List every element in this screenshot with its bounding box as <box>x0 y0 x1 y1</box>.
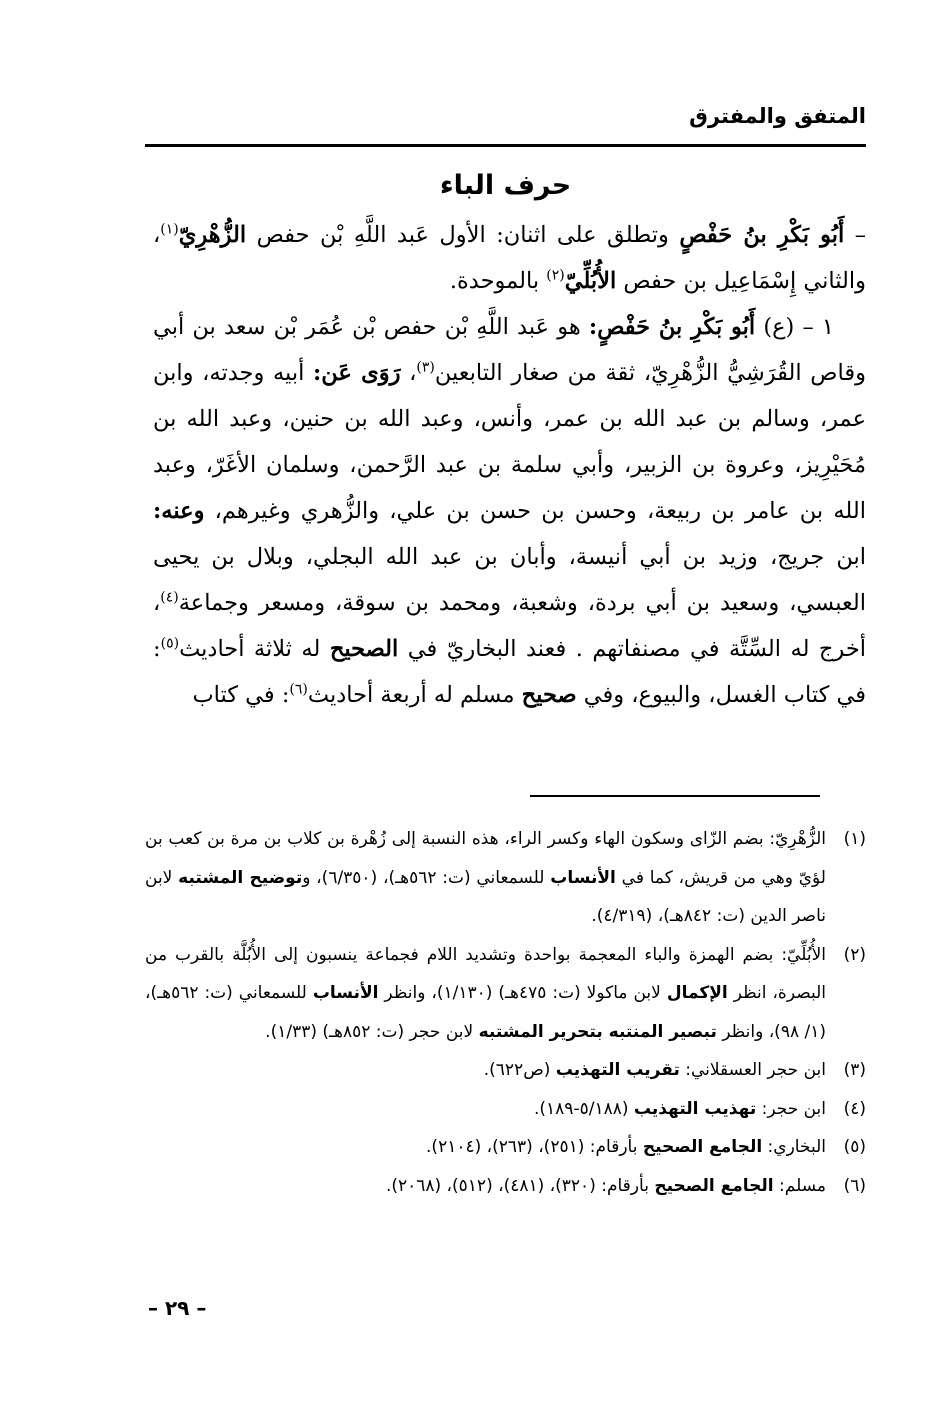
footnote-number: (١) <box>843 829 866 849</box>
footnote-text <box>145 936 826 1052</box>
footnote-ref[interactable]: (٢) <box>546 267 565 284</box>
footnote-4 <box>145 1090 866 1129</box>
footnote-segment: الزُّهْرِيّ: بضم الزّاى وسكون الهاء وكسر الراء، هذه النسبة إلى زُهْرة بن كلاب بن مرة بن كعب بن لؤيّ وهي من قريش، كما في <box>145 829 826 888</box>
entry-name: أَبُو بَكْرِ بنُ حَفْصٍ: <box>588 314 756 340</box>
entry-sahih-title: الصحيح <box>329 636 399 662</box>
footnote-ref[interactable]: (٥) <box>160 635 180 652</box>
entry-paragraph <box>153 304 866 718</box>
footnote-segment: للسمعاني (ت: ٥٦٢هـ)، (٦/٣٥٠)، و <box>302 867 551 888</box>
entry-text: : في كتاب الغسل، والبيوع، وفي <box>153 636 866 708</box>
entry-number: ١ – (ع) <box>755 314 834 340</box>
footnote-book-title: الإكمال <box>666 983 728 1003</box>
intro-nisba-zuhri: الزُّهْرِيّ <box>178 222 247 248</box>
intro-kunya: أَبُو بَكْرِ بنُ حَفْصٍ <box>679 222 845 248</box>
footnote-text <box>145 820 826 936</box>
footnote-text <box>145 1167 826 1206</box>
section-title: حرف الباء <box>439 170 572 201</box>
intro-text: وتطلق على اثنان: الأول عَبد اللَّهِ بْن حفص <box>246 222 680 248</box>
footnote-segment: للسمعاني (ت: ٥٦٢هـ)، (١/ ٩٨)، وانظر <box>145 983 826 1042</box>
footnote-number: (٥) <box>843 1137 866 1157</box>
running-header: المتفق والمفترق <box>689 104 866 128</box>
footnote-text <box>145 1128 826 1167</box>
footnote-book-title: تبصير المنتبه بتحرير المشتبه <box>478 1021 717 1042</box>
footnote-segment: الأُبُلِّيّ: بضم الهمزة والباء المعجمة بواحدة وتشديد اللام فجماعة ينسبون إلى الأُبُلَّة بالقرب من البصرة، انظر <box>145 944 826 1003</box>
footnote-segment: ابن حجر العسقلاني: <box>679 1060 826 1080</box>
footnote-separator <box>530 795 820 797</box>
entry-text: هو عَبد اللَّهِ بْن حفص بْن عُمَر بْن سعد بن أبي وقاص القُرَشِيُّ الزُّهْرِيّ، ثقة من صغار التابعين <box>153 314 866 386</box>
footnote-number: (٤) <box>843 1098 866 1119</box>
footnote-1 <box>145 820 866 936</box>
footnote-6 <box>145 1167 866 1206</box>
intro-dash: – <box>844 222 867 248</box>
footnote-book-title: الجامع الصحيح <box>654 1175 774 1196</box>
footnote-ref[interactable]: (١) <box>160 221 179 238</box>
entry-text: ابن جريج، وزيد بن أبي أنيسة، وأبان بن عبد الله البجلي، وبلال بن يحيى العبسي، وسعيد بن أبي بردة، وشعبة، ومحمد بن سوقة، ومسعر وجماعة <box>153 544 866 616</box>
footnote-ref[interactable]: (٤) <box>160 589 179 606</box>
footnote-segment: ابن حجر: <box>756 1098 826 1119</box>
footnote-ref[interactable]: (٦) <box>289 681 308 698</box>
footnote-3 <box>145 1051 866 1090</box>
footnote-book-title: تهذيب التهذيب <box>633 1098 757 1119</box>
page-number: – ٢٩ – <box>148 1296 207 1320</box>
footnote-segment: (ص٦٢٢). <box>483 1060 556 1080</box>
footnotes <box>145 820 866 1205</box>
entry-anhu-label: وعنه: <box>153 498 205 524</box>
footnote-book-title: الجامع الصحيح <box>642 1137 763 1157</box>
entry-text: أبيه وجدته، وابن عمر، وسالم بن عبد الله بن عمر، وأنس، وعبد الله بن حنين، وعبد الله بن مُحَيْرِيز، وعروة بن الزبير، وأبي سلمة بن عبد الرَّحمن، وسلمان الأغَرّ، وعبد الله بن عامر بن ربيعة، وحسن بن حسن بن علي، والزُّهري وغيرهم، <box>153 360 866 524</box>
footnote-segment: لابن ناصر الدين (ت: ٨٤٢هـ)، (٤/٣١٩). <box>145 867 826 926</box>
entry-text: مسلم له أربعة أحاديث <box>307 682 522 708</box>
footnote-book-title: الأنساب <box>550 867 616 888</box>
footnote-segment: مسلم: <box>773 1175 826 1196</box>
footnote-number: (٦) <box>843 1175 866 1196</box>
intro-paragraph <box>153 212 866 304</box>
intro-text: بالموحدة. <box>449 268 547 294</box>
footnote-5 <box>145 1128 866 1167</box>
entry-rawa-label: رَوَى عَن: <box>312 360 401 386</box>
footnote-segment: بأرقام: (٣٢٠)، (٤٨١)، (٥١٢)، (٢٠٦٨). <box>385 1175 655 1196</box>
footnote-ref[interactable]: (٣) <box>416 359 435 376</box>
header-rule <box>145 144 866 147</box>
entry-text: ، أخرج له السِّتَّة في مصنفاتهم . فعند البخاريّ في <box>153 590 866 662</box>
main-text <box>153 212 866 718</box>
footnote-segment: لابن حجر (ت: ٨٥٢هـ) (١/٣٣). <box>265 1021 479 1042</box>
footnote-text <box>145 1051 826 1090</box>
footnote-book-title: الأنساب <box>312 983 379 1003</box>
intro-nisba-ubulli: الأُبُلِّيّ <box>564 268 617 294</box>
footnote-2 <box>145 936 866 1052</box>
footnote-book-title: توضيح المشتبه <box>178 867 303 888</box>
footnote-segment: (٥/١٨٨-١٨٩). <box>534 1098 634 1119</box>
footnote-book-title: تقريب التهذيب <box>555 1060 680 1080</box>
footnote-segment: البخاري: <box>762 1137 826 1157</box>
entry-text: ، <box>400 360 417 386</box>
footnote-text <box>145 1090 826 1129</box>
entry-text: : في كتاب <box>192 682 290 708</box>
footnote-segment: بأرقام: (٢٥١)، (٢٦٣)، (٢١٠٤). <box>426 1137 643 1157</box>
footnote-number: (٣) <box>843 1060 866 1080</box>
entry-sahih-title: صحيح <box>521 682 577 708</box>
intro-text: ، والثاني إِسْمَاعِيل بن حفص <box>153 222 866 294</box>
entry-text: له ثلاثة أحاديث <box>179 636 330 662</box>
footnote-number: (٢) <box>843 944 866 965</box>
footnote-segment: لابن ماكولا (ت: ٤٧٥هـ) (١/١٣٠)، وانظر <box>378 983 667 1003</box>
